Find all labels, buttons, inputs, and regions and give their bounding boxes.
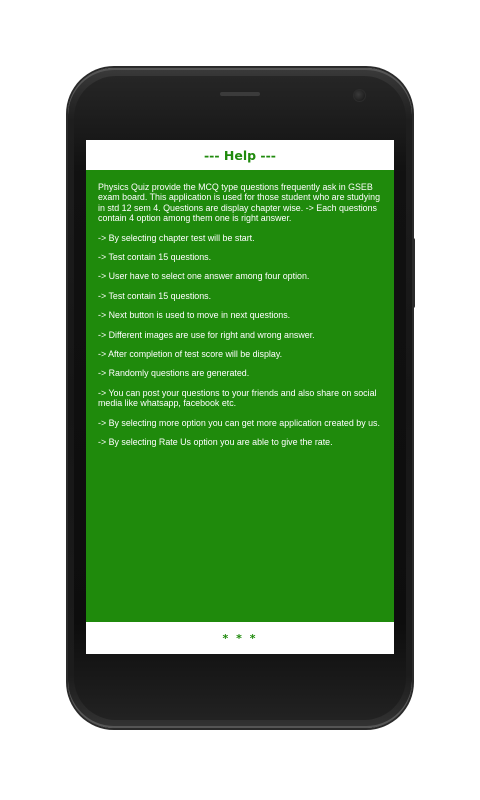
help-paragraph: -> Test contain 15 questions.	[98, 252, 212, 263]
help-text	[86, 170, 394, 448]
front-camera-icon	[353, 89, 366, 102]
help-footer	[86, 622, 394, 654]
page-title: --- Help ---	[203, 147, 276, 163]
help-paragraph: -> By selecting more option you can get more application created by us.	[98, 417, 380, 428]
help-paragraph: -> Test contain 15 questions.	[98, 290, 212, 301]
footer-decoration: * * *	[222, 631, 258, 645]
help-paragraph: -> After completion of test score will be display.	[98, 349, 283, 360]
help-paragraph: -> User have to select one answer among four option.	[98, 271, 310, 282]
earpiece-speaker	[220, 92, 260, 96]
help-header	[86, 140, 394, 170]
help-paragraph: -> By selecting chapter test will be start.	[98, 232, 255, 243]
help-screen	[86, 140, 394, 654]
help-paragraph: -> Next button is used to move in next questions.	[98, 310, 291, 321]
help-paragraph: -> By selecting Rate Us option you are able to give the rate.	[98, 437, 333, 448]
side-button	[412, 238, 415, 308]
help-paragraph: -> You can post your questions to your friends and also share on social media like whatsapp, facebook etc.	[98, 387, 377, 409]
help-content-area[interactable]	[86, 170, 394, 622]
help-paragraph: -> Different images are use for right and wrong answer.	[98, 329, 315, 340]
help-paragraph: Physics Quiz provide the MCQ type questions frequently ask in GSEB exam board. This application is used for those student who are studying in std 12 sem 4. Questions are display chapter wise. -> Each questions contain 4 option among them one is right answer.	[98, 182, 381, 224]
help-paragraph: -> Randomly questions are generated.	[98, 368, 250, 379]
